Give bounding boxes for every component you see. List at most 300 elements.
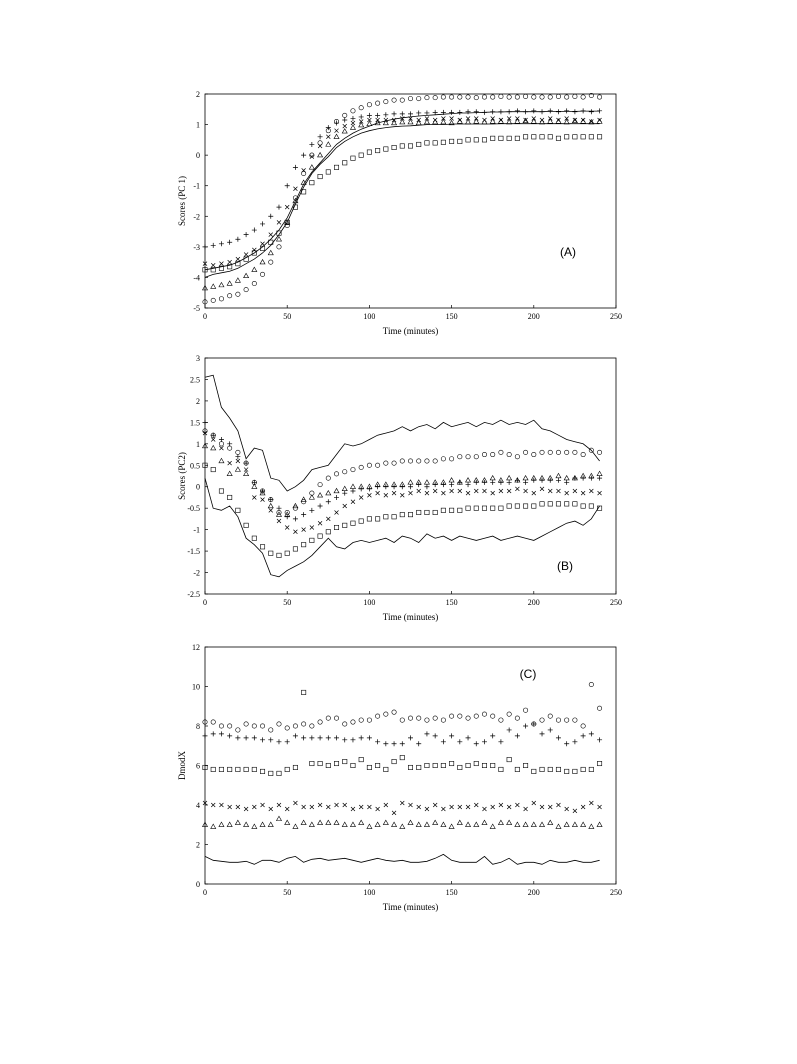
data-point-circle: [219, 724, 223, 728]
data-point-circle: [227, 294, 231, 298]
data-point-triangle: [235, 467, 240, 471]
y-tick-label: -1: [193, 525, 200, 535]
data-point-square: [507, 504, 511, 508]
data-point-circle: [392, 461, 396, 465]
y-axis-label: DmodX: [177, 751, 187, 780]
data-point-triangle: [474, 822, 479, 826]
data-point-cross: [441, 491, 445, 495]
data-point-circle: [482, 452, 486, 456]
data-point-triangle: [424, 822, 429, 826]
data-point-plus: [350, 116, 355, 121]
data-point-cross: [400, 493, 404, 497]
data-point-square: [375, 763, 379, 767]
plot-frame: [205, 358, 616, 594]
series-circle: [203, 93, 602, 304]
data-point-cross: [507, 805, 511, 809]
data-point-plus: [482, 110, 487, 115]
data-point-circle: [351, 109, 355, 113]
data-point-square: [449, 508, 453, 512]
data-point-cross: [277, 803, 281, 807]
y-tick-label: 2.5: [190, 375, 200, 385]
data-point-plus: [383, 112, 388, 117]
data-point-triangle: [441, 822, 446, 826]
data-point-circle: [573, 94, 577, 98]
data-point-square: [482, 506, 486, 510]
data-point-plus: [589, 109, 594, 114]
data-point-circle: [400, 718, 404, 722]
data-point-cross: [540, 487, 544, 491]
data-point-circle: [384, 712, 388, 716]
data-point-triangle: [359, 820, 364, 824]
x-tick-label: 250: [610, 598, 622, 607]
data-point-plus: [211, 731, 216, 736]
data-point-circle: [458, 454, 462, 458]
data-point-cross: [326, 135, 330, 139]
data-point-triangle: [334, 820, 339, 824]
data-point-plus: [523, 724, 528, 729]
data-point-square: [425, 510, 429, 514]
data-point-square: [318, 534, 322, 538]
data-point-circle: [343, 113, 347, 117]
data-point-plus: [301, 512, 306, 517]
data-point-plus: [498, 739, 503, 744]
data-point-triangle: [433, 820, 438, 824]
data-point-triangle: [326, 491, 331, 495]
data-point-triangle: [293, 824, 298, 828]
series-triangle: [203, 816, 603, 828]
data-point-plus: [589, 731, 594, 736]
data-point-circle: [507, 712, 511, 716]
data-point-triangle: [490, 119, 495, 123]
data-point-square: [285, 551, 289, 555]
data-point-triangle: [334, 488, 339, 492]
data-point-cross: [277, 220, 281, 224]
data-point-plus: [318, 735, 323, 740]
data-point-square: [343, 523, 347, 527]
data-point-square: [523, 504, 527, 508]
data-point-square: [458, 508, 462, 512]
data-point-triangle: [498, 820, 503, 824]
data-point-cross: [409, 491, 413, 495]
data-point-cross: [293, 801, 297, 805]
data-point-circle: [244, 722, 248, 726]
data-point-triangle: [260, 260, 265, 264]
data-point-triangle: [548, 820, 553, 824]
data-point-square: [540, 502, 544, 506]
data-point-cross: [376, 807, 380, 811]
data-point-cross: [474, 489, 478, 493]
data-point-circle: [458, 95, 462, 99]
y-tick-label: -4: [193, 273, 200, 283]
data-point-circle: [515, 454, 519, 458]
y-tick-label: 10: [192, 682, 200, 692]
data-point-circle: [400, 459, 404, 463]
data-point-circle: [408, 716, 412, 720]
y-tick-label: -2: [193, 212, 200, 222]
data-point-circle: [581, 452, 585, 456]
data-point-triangle: [523, 476, 528, 480]
data-point-triangle: [235, 278, 240, 282]
data-point-square: [548, 135, 552, 139]
y-tick-label: 1: [196, 439, 200, 449]
panel-label: (B): [557, 559, 573, 573]
data-point-square: [515, 767, 519, 771]
data-point-circle: [515, 716, 519, 720]
data-point-circle: [425, 718, 429, 722]
data-point-circle: [441, 457, 445, 461]
data-point-plus: [490, 480, 495, 485]
data-point-plus: [227, 441, 232, 446]
data-point-square: [523, 135, 527, 139]
data-point-circle: [384, 99, 388, 103]
data-point-cross: [219, 262, 223, 266]
data-point-circle: [417, 96, 421, 100]
data-point-triangle: [318, 153, 323, 157]
data-point-cross: [343, 803, 347, 807]
data-point-square: [581, 504, 585, 508]
data-point-square: [244, 523, 248, 527]
data-point-triangle: [227, 822, 232, 826]
data-point-circle: [433, 95, 437, 99]
panel-C: [177, 643, 622, 912]
data-point-cross: [302, 168, 306, 172]
data-point-square: [227, 767, 231, 771]
data-point-plus: [564, 108, 569, 113]
data-point-square: [482, 763, 486, 767]
data-point-cross: [425, 807, 429, 811]
data-point-square: [367, 517, 371, 521]
data-point-cross: [491, 491, 495, 495]
data-point-cross: [252, 248, 256, 252]
data-point-cross: [573, 489, 577, 493]
data-point-circle: [392, 710, 396, 714]
data-point-cross: [581, 805, 585, 809]
data-point-cross: [474, 803, 478, 807]
data-point-cross: [261, 242, 265, 246]
data-point-square: [581, 767, 585, 771]
data-point-plus: [235, 454, 240, 459]
data-point-square: [589, 504, 593, 508]
data-point-square: [564, 135, 568, 139]
data-point-circle: [211, 298, 215, 302]
data-point-cross: [302, 528, 306, 532]
data-point-triangle: [367, 824, 372, 828]
data-point-circle: [326, 476, 330, 480]
data-point-plus: [293, 165, 298, 170]
data-point-cross: [367, 805, 371, 809]
data-point-circle: [236, 728, 240, 732]
data-point-circle: [227, 724, 231, 728]
data-point-circle: [523, 450, 527, 454]
data-point-circle: [466, 454, 470, 458]
data-point-plus: [318, 134, 323, 139]
panel-label: (C): [519, 667, 537, 681]
data-point-triangle: [392, 822, 397, 826]
data-point-cross: [466, 491, 470, 495]
data-point-square: [433, 141, 437, 145]
data-point-cross: [524, 807, 528, 811]
data-point-plus: [227, 240, 232, 245]
data-point-plus: [342, 737, 347, 742]
data-point-square: [293, 547, 297, 551]
data-point-circle: [408, 459, 412, 463]
data-point-cross: [598, 805, 602, 809]
data-point-cross: [458, 489, 462, 493]
data-point-square: [252, 536, 256, 540]
data-point-plus: [260, 737, 265, 742]
data-point-cross: [532, 801, 536, 805]
data-point-plus: [219, 437, 224, 442]
x-tick-label: 200: [527, 312, 540, 321]
data-point-circle: [408, 96, 412, 100]
data-point-cross: [392, 811, 396, 815]
data-point-circle: [359, 465, 363, 469]
data-point-plus: [359, 114, 364, 119]
data-point-triangle: [227, 471, 232, 475]
data-point-triangle: [211, 446, 216, 450]
series-line: [205, 124, 600, 278]
data-point-plus: [433, 733, 438, 738]
y-tick-label: 3: [196, 354, 200, 363]
x-tick-label: 100: [363, 888, 376, 897]
data-point-cross: [269, 233, 273, 237]
data-point-triangle: [449, 478, 454, 482]
data-point-square: [384, 147, 388, 151]
data-point-plus: [564, 741, 569, 746]
data-point-cross: [482, 489, 486, 493]
data-point-square: [408, 144, 412, 148]
data-point-plus: [424, 484, 429, 489]
data-point-circle: [219, 297, 223, 301]
data-point-square: [474, 138, 478, 142]
data-point-cross: [441, 807, 445, 811]
data-point-square: [400, 755, 404, 759]
data-point-circle: [466, 716, 470, 720]
data-point-circle: [367, 718, 371, 722]
y-tick-label: -5: [193, 304, 200, 313]
data-point-cross: [236, 805, 240, 809]
data-point-square: [425, 141, 429, 145]
data-point-plus: [203, 420, 208, 425]
data-point-square: [269, 771, 273, 775]
data-point-triangle: [400, 824, 405, 828]
data-point-plus: [408, 484, 413, 489]
data-point-square: [573, 502, 577, 506]
data-point-circle: [293, 724, 297, 728]
data-point-square: [441, 763, 445, 767]
y-tick-label: 12: [192, 643, 200, 652]
data-point-square: [491, 506, 495, 510]
data-point-cross: [261, 803, 265, 807]
data-point-square: [433, 510, 437, 514]
data-point-triangle: [268, 250, 273, 254]
data-point-square: [589, 767, 593, 771]
data-point-square: [466, 763, 470, 767]
data-point-triangle: [326, 142, 331, 146]
data-point-triangle: [383, 820, 388, 824]
y-tick-label: 4: [196, 801, 200, 810]
data-point-plus: [556, 109, 561, 114]
data-point-circle: [449, 714, 453, 718]
data-point-triangle: [424, 480, 429, 484]
data-point-cross: [392, 491, 396, 495]
x-axis-label: Time (minutes): [382, 902, 439, 912]
data-point-square: [573, 769, 577, 773]
data-point-square: [318, 174, 322, 178]
data-point-square: [260, 769, 264, 773]
data-point-square: [318, 761, 322, 765]
data-point-plus: [293, 516, 298, 521]
data-point-cross: [359, 495, 363, 499]
data-point-cross: [359, 805, 363, 809]
data-point-square: [310, 761, 314, 765]
data-point-plus: [597, 108, 602, 113]
data-point-square: [499, 506, 503, 510]
data-point-plus: [285, 739, 290, 744]
data-point-plus: [392, 111, 397, 116]
data-point-plus: [276, 739, 281, 744]
data-point-circle: [351, 467, 355, 471]
data-point-plus: [235, 735, 240, 740]
y-tick-label: -2.5: [187, 590, 200, 599]
data-point-square: [392, 515, 396, 519]
data-point-circle: [449, 457, 453, 461]
data-point-plus: [408, 735, 413, 740]
data-point-square: [326, 530, 330, 534]
x-tick-label: 150: [445, 312, 458, 321]
y-tick-label: -1: [193, 181, 200, 191]
x-tick-label: 0: [203, 312, 207, 321]
data-point-triangle: [342, 822, 347, 826]
series-square: [203, 463, 602, 558]
x-tick-label: 150: [445, 888, 458, 897]
data-point-plus: [424, 110, 429, 115]
data-point-plus: [392, 741, 397, 746]
data-point-plus: [244, 232, 249, 237]
data-point-circle: [581, 95, 585, 99]
x-tick-label: 250: [610, 888, 622, 897]
data-point-circle: [384, 461, 388, 465]
panel-A: [177, 90, 622, 336]
data-point-plus: [268, 737, 273, 742]
data-point-plus: [457, 739, 462, 744]
data-point-cross: [252, 495, 256, 499]
data-point-cross: [326, 517, 330, 521]
data-point-cross: [351, 807, 355, 811]
data-point-cross: [318, 803, 322, 807]
data-point-triangle: [350, 822, 355, 826]
data-point-triangle: [309, 822, 314, 826]
data-point-cross: [450, 805, 454, 809]
data-point-cross: [252, 805, 256, 809]
data-point-cross: [450, 489, 454, 493]
data-point-square: [425, 763, 429, 767]
data-point-triangle: [457, 820, 462, 824]
y-tick-label: -3: [193, 242, 200, 252]
data-point-square: [269, 551, 273, 555]
x-tick-label: 200: [527, 888, 540, 897]
data-point-triangle: [564, 476, 569, 480]
x-tick-label: 50: [283, 312, 292, 321]
data-point-triangle: [548, 119, 553, 123]
data-point-cross: [581, 491, 585, 495]
data-point-square: [499, 767, 503, 771]
data-point-square: [474, 761, 478, 765]
data-point-cross: [228, 461, 232, 465]
data-point-triangle: [597, 822, 602, 826]
data-point-triangle: [309, 165, 314, 169]
data-point-circle: [269, 260, 273, 264]
y-tick-label: -1.5: [187, 547, 200, 557]
data-point-plus: [268, 214, 273, 219]
data-point-cross: [458, 805, 462, 809]
data-point-circle: [597, 95, 601, 99]
data-point-cross: [515, 487, 519, 491]
data-point-plus: [203, 733, 208, 738]
data-point-circle: [474, 95, 478, 99]
x-axis-label: Time (minutes): [382, 326, 439, 336]
data-point-triangle: [260, 822, 265, 826]
data-point-plus: [252, 228, 257, 233]
series-line: [205, 854, 600, 864]
data-point-circle: [375, 463, 379, 467]
data-point-cross: [261, 498, 265, 502]
data-point-triangle: [581, 822, 586, 826]
data-point-plus: [342, 491, 347, 496]
data-point-circle: [499, 94, 503, 98]
data-point-triangle: [334, 134, 339, 138]
data-point-plus: [416, 741, 421, 746]
data-point-plus: [556, 735, 561, 740]
x-tick-label: 0: [203, 598, 207, 607]
data-point-cross: [598, 491, 602, 495]
data-point-triangle: [482, 820, 487, 824]
data-point-circle: [556, 450, 560, 454]
data-point-circle: [548, 714, 552, 718]
data-point-triangle: [342, 129, 347, 133]
data-point-square: [334, 525, 338, 529]
data-point-plus: [367, 735, 372, 740]
data-point-square: [375, 517, 379, 521]
data-point-circle: [326, 716, 330, 720]
data-point-plus: [556, 478, 561, 483]
data-point-circle: [359, 718, 363, 722]
series-plus: [203, 722, 603, 747]
data-point-square: [384, 767, 388, 771]
data-point-cross: [219, 803, 223, 807]
data-point-triangle: [466, 478, 471, 482]
data-point-circle: [589, 682, 593, 686]
data-point-plus: [383, 741, 388, 746]
data-point-cross: [589, 801, 593, 805]
data-point-square: [293, 765, 297, 769]
data-point-cross: [335, 803, 339, 807]
data-point-circle: [244, 287, 248, 291]
data-point-plus: [375, 739, 380, 744]
data-point-triangle: [597, 471, 602, 475]
data-point-plus: [301, 153, 306, 158]
data-point-plus: [276, 205, 281, 210]
data-point-square: [359, 153, 363, 157]
data-point-circle: [523, 708, 527, 712]
series-circle: [203, 682, 602, 732]
data-point-square: [482, 138, 486, 142]
data-point-plus: [531, 108, 536, 113]
y-axis-label: Scores (PC 1): [177, 176, 187, 226]
data-point-plus: [507, 727, 512, 732]
data-point-triangle: [301, 820, 306, 824]
data-point-cross: [318, 144, 322, 148]
